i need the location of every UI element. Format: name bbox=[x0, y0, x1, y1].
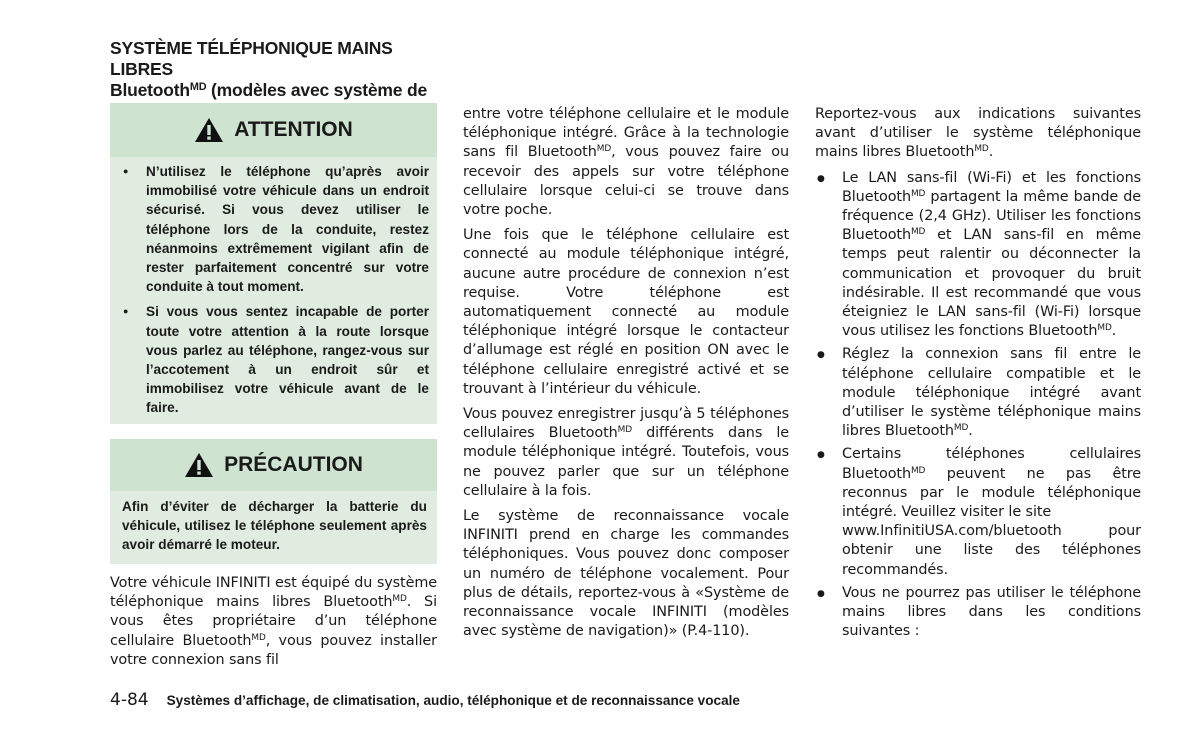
attention-heading: ATTENTION bbox=[234, 118, 353, 141]
title-line-1: SYSTÈME TÉLÉPHONIQUE MAINS LIBRES bbox=[110, 38, 393, 79]
precaution-heading: PRÉCAUTION bbox=[224, 453, 363, 476]
attention-item-1: ● N’utilisez le téléphone qu’après avoir immobilisé votre véhicule dans un endroit sécurisé. Si vous devez utiliser le téléphone lors de la conduite, restez néanmoins extrêmement vigilant afin de rester parfaitement concentré sur votre conduite à tout moment. bbox=[110, 162, 437, 296]
paragraph: Vous pouvez enregistrer jusqu’à 5 téléphones cellulaires Bluetooth$^{MD}$ différents dans le module téléphonique intégré. Toutefois, vous ne pouvez parler que sur un téléphone cellulaire à la fois. bbox=[463, 406, 789, 499]
column-3-text bbox=[815, 105, 1141, 645]
chapter-title: Systèmes d’affichage, de climatisation, audio, téléphonique et de reconnaissance vocale bbox=[166, 693, 740, 708]
column-1-text bbox=[110, 574, 437, 676]
precaution-body bbox=[110, 491, 437, 564]
bluetooth-url-link[interactable]: www.InfinitiUSA.com/bluetooth bbox=[842, 523, 1062, 540]
precaution-header bbox=[110, 439, 437, 491]
page-footer bbox=[110, 690, 740, 710]
page-number: 4-84 bbox=[110, 690, 149, 710]
attention-list bbox=[110, 162, 437, 418]
precaution-text: Afin d’éviter de décharger la batterie du véhicule, utilisez le téléphone seulement après avoir démarré le moteur. bbox=[122, 499, 427, 553]
list-item: ● Le LAN sans-fil (Wi-Fi) et les fonctions Bluetooth$^{MD}$ partagent la même bande de fréquence (2,4 GHz). Utiliser les fonctions Bluetooth$^{MD}$ et LAN sans-fil en même temps peut ralentir ou déconnecter la communication et provoquer du bruit indésirable. Il est recommandé que vous éteigniez le LAN sans-fil (Wi-Fi) lorsque vous utilisez les fonctions Bluetooth$^{MD}$. bbox=[815, 169, 1141, 342]
paragraph: Une fois que le téléphone cellulaire est connecté au module téléphonique intégré, aucune autre procédure de connexion n’est requise. Votre téléphone est automatiquement connecté au module téléphonique intégré lorsque le contacteur d’allumage est réglé en position ON avec le téléphone cellulaire enregistré activé et se trouvant à l’intérieur du véhicule. bbox=[463, 227, 789, 397]
column-2-text bbox=[463, 105, 789, 647]
attention-body bbox=[110, 157, 437, 424]
paragraph: Reportez-vous aux indications suivantes avant d’utiliser le système téléphonique mains libres Bluetooth$^{MD}$. bbox=[815, 106, 1141, 161]
paragraph: Votre véhicule INFINITI est équipé du système téléphonique mains libres Bluetooth$^{MD}$. Si vous êtes propriétaire d’un téléphone cellulaire Bluetooth$^{MD}$, vous pouvez installer votre connexion sans fil bbox=[110, 575, 438, 668]
attention-header bbox=[110, 103, 437, 157]
url-line: www.InfinitiUSA.com/bluetooth pour bbox=[842, 522, 1141, 541]
attention-item-2: ● Si vous vous sentez incapable de porter toute votre attention à la route lorsque vous parlez au téléphone, rangez-vous sur l’accotement à un endroit sûr et immobilisez votre véhicule avant de le faire. bbox=[110, 302, 437, 417]
title-line-2: Bluetooth$^{MD}$ (modèles avec système de bbox=[110, 80, 428, 100]
conditions-list bbox=[815, 169, 1141, 642]
warning-icon bbox=[194, 117, 224, 143]
list-item: ● Vous ne pourrez pas utiliser le téléphone mains libres dans les conditions suivantes : bbox=[815, 584, 1141, 642]
warning-icon bbox=[184, 452, 214, 478]
list-item: ● Certains téléphones cellulaires Bluetooth$^{MD}$ peuvent ne pas être reconnus par le module téléphonique intégré. Veuillez visiter le site www.InfinitiUSA.com/bluetooth pour obtenir une liste des téléphones recommandés. bbox=[815, 445, 1141, 579]
list-item: ● Réglez la connexion sans fil entre le téléphone cellulaire compatible et le module téléphonique intégré avant d’utiliser le système téléphonique mains libres Bluetooth$^{MD}$. bbox=[815, 345, 1141, 441]
paragraph: Le système de reconnaissance vocale INFINITI prend en charge les commandes téléphoniques. Vous pouvez donc composer un numéro de téléphone vocalement. Pour plus de détails, reportez-vous à «Système de reconnaissance vocale INFINITI (modèles avec système de navigation)» (P.4-110). bbox=[463, 508, 789, 640]
paragraph: entre votre téléphone cellulaire et le module téléphonique intégré. Grâce à la technologie sans fil Bluetooth$^{MD}$, vous pouvez faire ou recevoir des appels sur votre téléphone cellulaire lorsque celui-ci se trouve dans votre poche. bbox=[463, 106, 789, 219]
